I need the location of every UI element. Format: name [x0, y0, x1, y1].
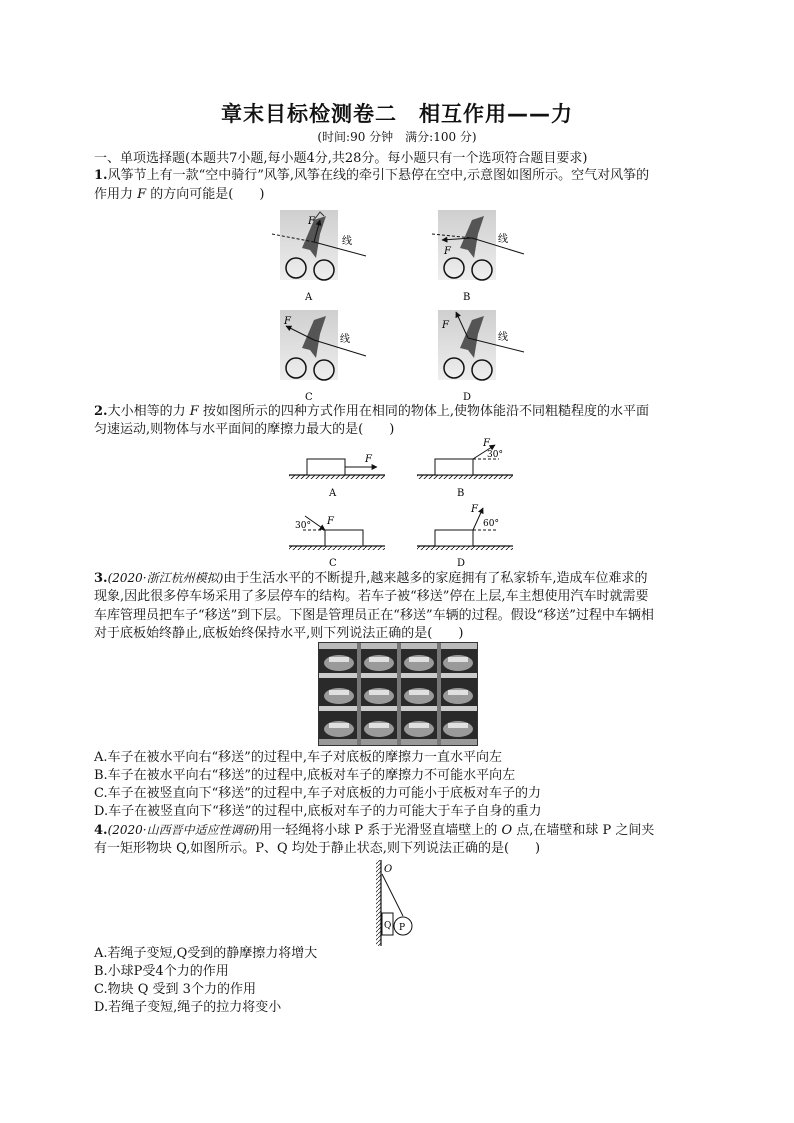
- q3-option-c: C.车子在被竖直向下“移送”的过程中,车子对底板的力可能小于底板对车子的力: [94, 786, 542, 801]
- fig-c-line-label: 线: [340, 334, 350, 345]
- q4-option-b: B.小球P受4个力的作用: [94, 964, 229, 979]
- q1-text-1: 风筝节上有一款“空中骑行”风筝,风筝在线的牵引下悬停在空中,示意图如图所示。空气对风筝的: [107, 168, 650, 183]
- fig-c-force-label: F: [284, 316, 291, 327]
- q1-text-2b: 的方向可能是( ): [146, 187, 265, 202]
- q4-p-label: P: [399, 923, 406, 933]
- q3-option-b: B.车子在被水平向右“移送”的过程中,底板对车子的摩擦力不可能水平向左: [94, 768, 516, 783]
- fig2-c-label: C: [329, 558, 337, 569]
- fig2-b-label: B: [457, 488, 465, 499]
- q4-number: 4.: [94, 823, 108, 838]
- q4-option-a: A.若绳子变短,Q受到的静摩擦力将增大: [94, 946, 318, 961]
- section-heading: 一、单项选择题(本题共7小题,每小题4分,共28分。每小题只有一个选项符合题目要求): [94, 151, 588, 166]
- kite-figure-b: [432, 210, 524, 303]
- fig-a-force-label: F: [308, 216, 315, 227]
- fig-d-label: D: [463, 392, 472, 403]
- fig-d-line-label: 线: [498, 332, 508, 343]
- page-title: 章末目标检测卷二 相互作用——力: [221, 102, 573, 126]
- q4-wall-figure: [370, 858, 430, 948]
- q4-q-label: Q: [384, 921, 392, 931]
- fig2-b-angle: 30°: [487, 450, 503, 460]
- fig-a-label: A: [305, 292, 313, 303]
- q3-line2: 现象,因此很多停车场采用了多层停车的结构。若车子被“移送”停在上层,车主想使用汽车时就需要: [94, 589, 649, 604]
- parking-garage-photo: [318, 642, 478, 746]
- fig-b-force-label: F: [444, 246, 451, 257]
- q4-line1: [94, 821, 654, 840]
- q4-line2: 有一矩形物块 Q,如图所示。P、Q 均处于静止状态,则下列说法正确的是( ): [94, 841, 541, 856]
- force-figure-b: [417, 438, 513, 499]
- q4-o-label: O: [384, 864, 393, 875]
- q2-text-1b: 按如图所示的四种方式作用在相同的物体上,使物体能沿不同粗糙程度的水平面: [198, 404, 650, 419]
- fig-d-force-label: F: [442, 320, 449, 331]
- q2-var-f: F: [189, 404, 199, 419]
- fig2-b-force: F: [483, 438, 490, 449]
- fig2-c-force: F: [327, 516, 334, 527]
- q1-var-f: F: [137, 187, 147, 202]
- kite-figure-d: [438, 310, 524, 403]
- q3-option-d: D.车子在被竖直向下“移送”的过程中,底板对车子的力可能大于车子自身的重力: [94, 804, 542, 819]
- q4-text-1b: 点,在墙壁和球 P 之间夹: [512, 823, 655, 838]
- q4-var-o: O: [501, 823, 513, 838]
- q2-text-1a: 大小相等的力: [107, 404, 190, 419]
- q1-text-2a: 作用力: [94, 187, 138, 202]
- q3-option-a: A.车子在被水平向右“移送”的过程中,车子对底板的摩擦力一直水平向左: [94, 750, 502, 765]
- fig2-a-force: F: [365, 454, 372, 465]
- force-figure-c: [289, 516, 385, 569]
- fig2-c-angle: 30°: [295, 521, 311, 531]
- kite-figure-c: [280, 310, 366, 403]
- q3-text-1: 由于生活水平的不断提升,越来越多的家庭拥有了私家轿车,造成车位难求的: [223, 571, 648, 586]
- q3-line3: 车库管理员把车子“移送”到下层。下图是管理员正在“移送”车辆的过程。假设“移送”过程中车辆相: [94, 608, 654, 623]
- q2-force-figures: [285, 440, 515, 570]
- exam-info: (时间:90 分钟 满分:100 分): [317, 130, 477, 144]
- q4-option-c: C.物块 Q 受到 3个力的作用: [94, 982, 256, 997]
- force-figure-d: [417, 504, 513, 569]
- q3-source: (2020·浙江杭州模拟): [107, 571, 224, 585]
- fig2-a-label: A: [329, 488, 337, 499]
- q3-line4: 对于底板始终静止,底板始终保持水平,则下列说法正确的是( ): [94, 626, 464, 641]
- q4-option-d: D.若绳子变短,绳子的拉力将变小: [94, 1000, 282, 1015]
- q4-text-1a: 用一轻绳将小球 P 系于光滑竖直墙壁上的: [259, 823, 502, 838]
- q3-number: 3.: [94, 571, 108, 586]
- q2-number: 2.: [94, 404, 108, 419]
- q1-number: 1.: [94, 168, 108, 183]
- fig2-d-angle: 60°: [483, 519, 499, 529]
- fig2-d-label: D: [457, 558, 466, 569]
- force-figure-a: [289, 454, 385, 499]
- fig-a-line-label: 线: [342, 236, 352, 247]
- fig-c-label: C: [305, 392, 313, 403]
- q1-line1: [94, 167, 649, 185]
- fig-b-label: B: [463, 292, 471, 303]
- fig-b-line-label: 线: [498, 234, 508, 245]
- q4-source: (2020·山西晋中适应性调研): [107, 823, 260, 837]
- q2-line2: 匀速运动,则物体与水平面间的摩擦力最大的是( ): [94, 422, 395, 437]
- q2-line1: [94, 403, 649, 421]
- q3-line1: [94, 569, 648, 588]
- q1-line2: [94, 186, 264, 204]
- fig2-d-force: F: [471, 504, 478, 515]
- q1-kite-figures: [270, 210, 530, 403]
- kite-figure-a: [272, 210, 366, 303]
